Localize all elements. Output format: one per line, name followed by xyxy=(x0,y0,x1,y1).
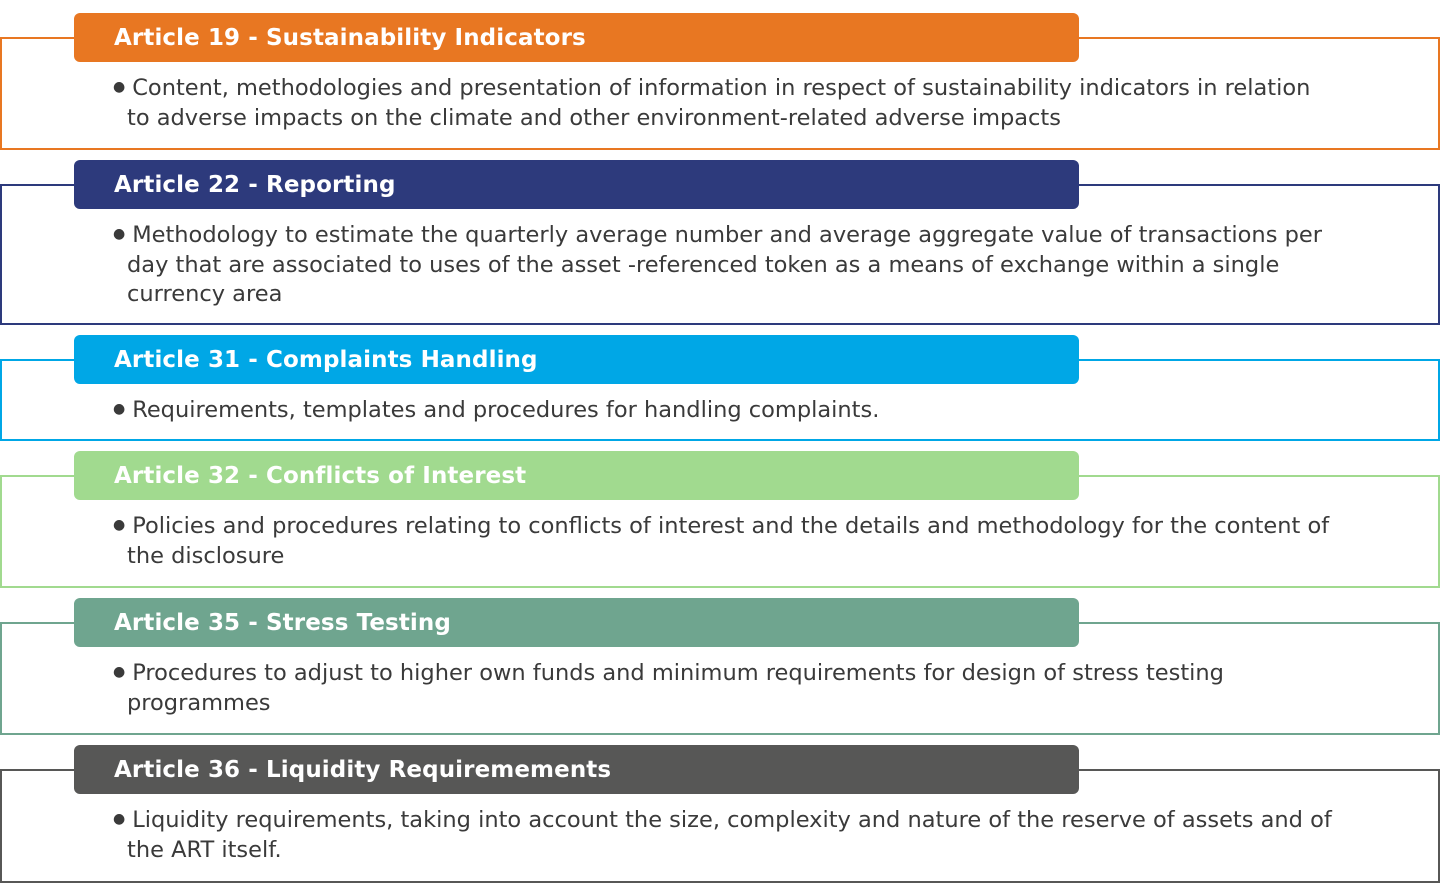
bullet-icon: ● xyxy=(113,664,126,680)
article-32-bullet-text: Policies and procedures relating to conflicts of interest and the details and methodology for the content of the disclosure xyxy=(127,513,1330,569)
article-36-section xyxy=(0,745,1440,883)
article-36-bullet xyxy=(113,805,1337,865)
article-19-section xyxy=(0,13,1440,150)
article-35-header xyxy=(74,598,1079,647)
article-36-header xyxy=(74,745,1079,794)
article-22-bullet-text: Methodology to estimate the quarterly average number and average aggregate value of transactions per day that are associated to uses of the asset -referenced token as a means of exchange within a single currency area xyxy=(127,222,1322,307)
bullet-icon: ● xyxy=(113,517,126,533)
article-31-bullet-text: Requirements, templates and procedures for handling complaints. xyxy=(132,397,880,423)
article-32-section xyxy=(0,451,1440,588)
article-19-title: Article 19 - Sustainability Indicators xyxy=(114,24,586,51)
article-32-header xyxy=(74,451,1079,500)
article-35-bullet xyxy=(113,658,1337,718)
article-35-bullet-text: Procedures to adjust to higher own funds and minimum requirements for design of stress testing programmes xyxy=(127,660,1224,716)
article-19-bullet xyxy=(113,73,1337,133)
article-31-bullet xyxy=(113,395,1337,426)
bullet-icon: ● xyxy=(113,226,126,242)
article-36-title: Article 36 - Liquidity Requiremements xyxy=(114,756,612,783)
article-22-section xyxy=(0,160,1440,325)
article-19-header xyxy=(74,13,1079,62)
article-32-title: Article 32 - Conflicts of Interest xyxy=(114,462,527,489)
article-22-title: Article 22 - Reporting xyxy=(114,171,396,198)
article-31-header xyxy=(74,335,1079,384)
bullet-icon: ● xyxy=(113,401,126,417)
article-36-bullet-text: Liquidity requirements, taking into account the size, complexity and nature of the reserve of assets and of the ART itself. xyxy=(127,807,1332,863)
bullet-icon: ● xyxy=(113,811,126,827)
article-22-header xyxy=(74,160,1079,209)
article-31-section xyxy=(0,335,1440,441)
article-22-bullet xyxy=(113,220,1337,310)
bullet-icon: ● xyxy=(113,79,126,95)
article-32-bullet xyxy=(113,511,1337,571)
article-35-section xyxy=(0,598,1440,735)
article-31-title: Article 31 - Complaints Handling xyxy=(114,346,538,373)
article-35-title: Article 35 - Stress Testing xyxy=(114,609,451,636)
article-19-bullet-text: Content, methodologies and presentation of information in respect of sustainability indicators in relation to adverse impacts on the climate and other environment-related adverse impacts xyxy=(127,75,1311,131)
